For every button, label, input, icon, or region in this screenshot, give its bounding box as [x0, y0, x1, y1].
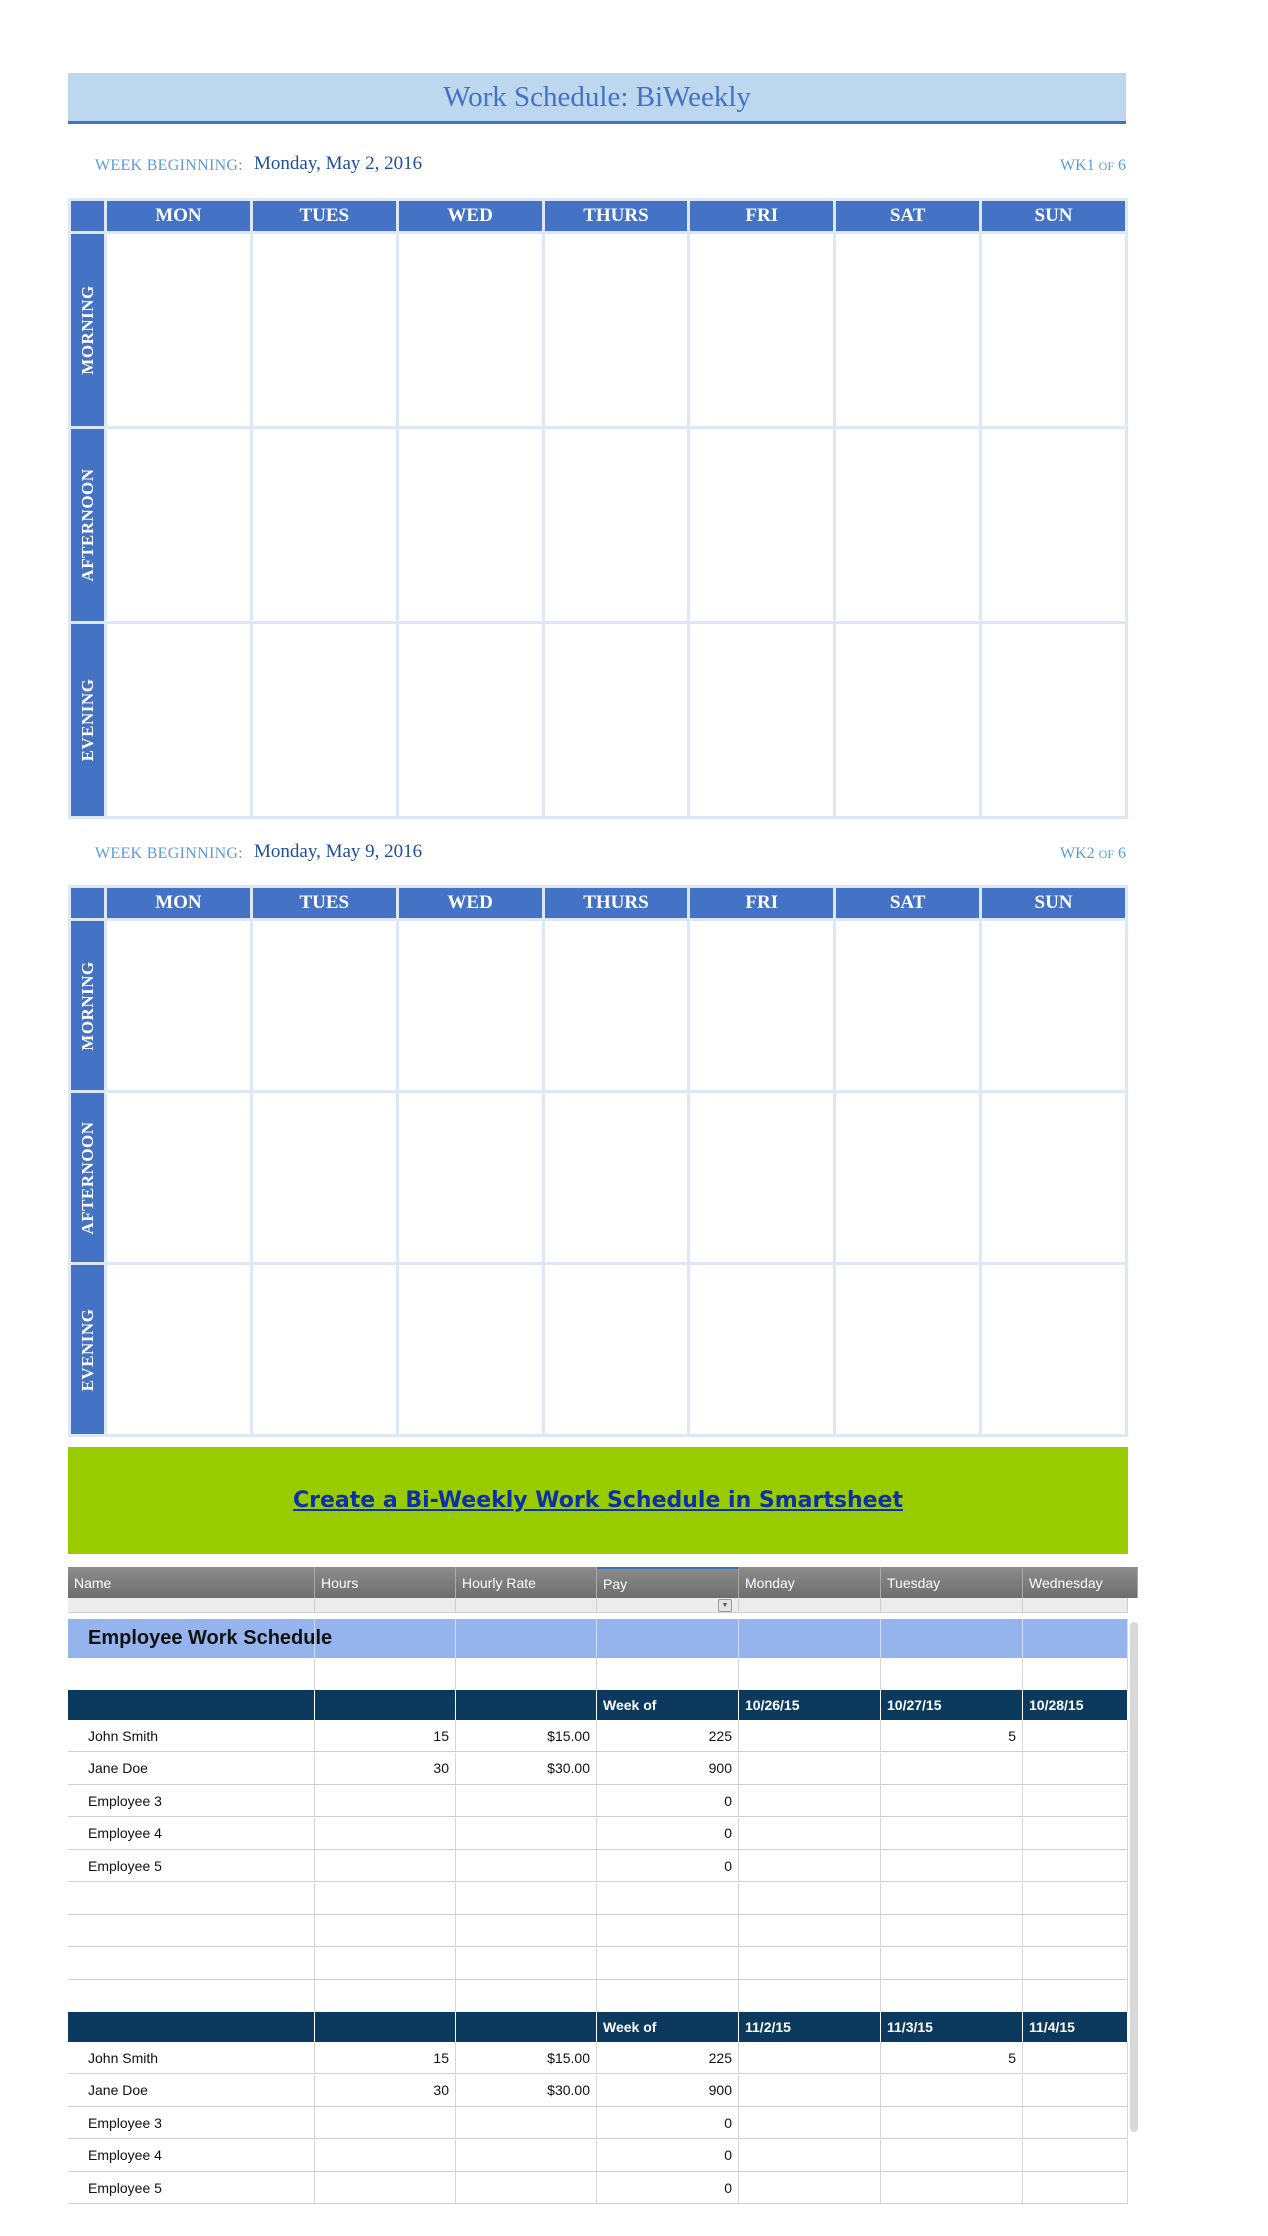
table-cell[interactable] [315, 1850, 456, 1881]
week1-shift-row-evening [70, 623, 1127, 818]
table-cell[interactable] [881, 1850, 1023, 1881]
table-row [68, 1785, 1128, 1817]
week-header-cell[interactable] [456, 1690, 597, 1720]
table-cell[interactable]: 0 [597, 1818, 739, 1849]
column-header-hours[interactable]: Hours [315, 1567, 456, 1598]
week1-day-fri: FRI [689, 200, 835, 233]
table-cell[interactable]: $30.00 [456, 2075, 597, 2106]
schedule-cell[interactable] [543, 428, 689, 623]
schedule-cell[interactable] [835, 920, 981, 1092]
table-cell[interactable] [1023, 2107, 1128, 2138]
table-row [68, 2172, 1128, 2204]
table-cell[interactable] [1023, 2172, 1128, 2203]
filter-cell [597, 1598, 739, 1612]
table-row [68, 1850, 1128, 1882]
week1-wk-prefix: WK [1060, 157, 1087, 174]
week-header-cell[interactable] [456, 2012, 597, 2042]
schedule-cell[interactable] [835, 428, 981, 623]
schedule-cell[interactable] [251, 428, 397, 623]
table-cell[interactable] [315, 1785, 456, 1816]
title-cell [315, 1619, 456, 1658]
table-cell[interactable] [315, 1818, 456, 1849]
table-cell[interactable] [1023, 1883, 1128, 1914]
table-cell[interactable] [881, 1753, 1023, 1784]
column-header-pay[interactable]: Pay [597, 1567, 739, 1598]
column-header-monday[interactable]: Monday [739, 1567, 881, 1598]
spacer-cell[interactable] [739, 1980, 881, 2012]
table-cell[interactable] [1023, 1948, 1128, 1979]
table-cell[interactable] [456, 1948, 597, 1979]
week1-wk-of: OF [1098, 159, 1114, 173]
table-cell[interactable] [881, 2075, 1023, 2106]
smartsheet-banner [68, 1447, 1128, 1554]
sheet-column-header-row [68, 1567, 1138, 1598]
employee-name-cell[interactable] [68, 1915, 315, 1946]
spacer-cell[interactable] [68, 1658, 315, 1690]
table-cell[interactable]: 0 [597, 2140, 739, 2171]
employee-name-cell[interactable]: Employee 5 [68, 2172, 315, 2203]
table-cell[interactable] [881, 1883, 1023, 1914]
spacer-cell[interactable] [597, 1658, 739, 1690]
schedule-cell[interactable] [981, 233, 1127, 428]
employee-name-cell[interactable] [68, 1948, 315, 1979]
week1-corner-cell [70, 200, 106, 233]
schedule-cell[interactable] [981, 1264, 1127, 1436]
sheet-spacer-row [68, 1980, 1128, 2012]
schedule-cell[interactable] [106, 920, 252, 1092]
employee-name-cell[interactable]: Employee 5 [68, 1850, 315, 1881]
table-cell[interactable] [739, 1785, 881, 1816]
table-cell[interactable]: 30 [315, 1753, 456, 1784]
week1-label: WEEK BEGINNING: [95, 157, 244, 174]
filter-cell [68, 1598, 315, 1612]
spacer-cell[interactable] [881, 1980, 1023, 2012]
week2-day-fri: FRI [689, 887, 835, 920]
week-of-label[interactable]: Week of [597, 1690, 739, 1720]
shift-label: AFTERNOON [77, 468, 97, 582]
week1-shift-row-morning [70, 233, 1127, 428]
week2-day-wed: WED [397, 887, 543, 920]
schedule-cell[interactable] [251, 623, 397, 818]
filter-cell [881, 1598, 1023, 1612]
table-cell[interactable]: 900 [597, 1753, 739, 1784]
week-header-cell[interactable] [68, 2012, 315, 2042]
table-cell[interactable] [1023, 1785, 1128, 1816]
table-cell[interactable]: 0 [597, 2172, 739, 2203]
week1-counter [1000, 157, 1126, 175]
table-cell[interactable] [315, 1883, 456, 1914]
week-header-cell[interactable] [315, 2012, 456, 2042]
smartsheet-grid [68, 1567, 1138, 2196]
week2-day-mon: MON [106, 887, 252, 920]
table-cell[interactable] [315, 1948, 456, 1979]
table-cell[interactable] [597, 1915, 739, 1946]
week1-day-sat: SAT [835, 200, 981, 233]
table-cell[interactable] [1023, 1753, 1128, 1784]
week2-day-header-row [70, 887, 1127, 920]
schedule-cell[interactable] [689, 428, 835, 623]
spacer-cell[interactable] [456, 1980, 597, 2012]
schedule-cell[interactable] [981, 428, 1127, 623]
table-row [68, 2140, 1128, 2172]
table-cell[interactable] [739, 2140, 881, 2171]
employee-name-cell[interactable]: Employee 4 [68, 1818, 315, 1849]
table-row [68, 1948, 1128, 1980]
table-cell[interactable] [456, 1785, 597, 1816]
schedule-cell[interactable] [835, 623, 981, 818]
schedule-cell[interactable] [397, 920, 543, 1092]
table-cell[interactable] [739, 1720, 881, 1751]
employee-name-cell[interactable]: Employee 3 [68, 1785, 315, 1816]
table-cell[interactable] [739, 1818, 881, 1849]
schedule-cell[interactable] [981, 623, 1127, 818]
table-cell[interactable] [881, 1785, 1023, 1816]
schedule-cell[interactable] [106, 623, 252, 818]
week2-wk-prefix: WK [1060, 845, 1087, 862]
week2-shift-row-morning [70, 920, 1127, 1092]
schedule-cell[interactable] [397, 1264, 543, 1436]
title-cell [739, 1619, 881, 1658]
table-cell[interactable]: 0 [597, 2107, 739, 2138]
column-header-name[interactable]: Name [68, 1567, 315, 1598]
table-cell[interactable] [739, 1883, 881, 1914]
week1-shift-afternoon [70, 428, 106, 623]
week1-schedule-grid [68, 198, 1128, 819]
table-cell[interactable]: 5 [881, 1720, 1023, 1751]
table-cell[interactable] [1023, 1720, 1128, 1751]
table-cell[interactable] [1023, 1915, 1128, 1946]
spacer-cell[interactable] [1023, 1980, 1128, 2012]
schedule-cell[interactable] [689, 233, 835, 428]
schedule-cell[interactable] [251, 1092, 397, 1264]
table-cell[interactable] [315, 2172, 456, 2203]
sheet-spacer-row [68, 1658, 1128, 1690]
column-header-wednesday[interactable]: Wednesday [1023, 1567, 1138, 1598]
schedule-cell[interactable] [835, 1092, 981, 1264]
table-cell[interactable] [315, 2107, 456, 2138]
week2-day-sat: SAT [835, 887, 981, 920]
filter-cell [456, 1598, 597, 1612]
week2-corner-cell [70, 887, 106, 920]
week-date-cell[interactable]: 11/4/15 [1023, 2012, 1128, 2042]
table-cell[interactable] [739, 2172, 881, 2203]
spacer-cell[interactable] [315, 1658, 456, 1690]
table-cell[interactable]: 30 [315, 2075, 456, 2106]
schedule-cell[interactable] [251, 1264, 397, 1436]
spacer-cell[interactable] [1023, 1658, 1128, 1690]
week1-wk-total: 6 [1118, 157, 1126, 174]
table-cell[interactable] [739, 1753, 881, 1784]
schedule-cell[interactable] [543, 1264, 689, 1436]
week2-counter [1000, 845, 1126, 863]
week2-shift-evening [70, 1264, 106, 1436]
table-cell[interactable]: 15 [315, 2042, 456, 2073]
title-banner [68, 73, 1126, 124]
table-cell[interactable] [456, 1883, 597, 1914]
table-cell[interactable] [881, 2107, 1023, 2138]
table-cell[interactable] [597, 1883, 739, 1914]
table-cell[interactable] [739, 2042, 881, 2073]
table-cell[interactable] [1023, 2075, 1128, 2106]
table-row [68, 2107, 1128, 2139]
table-cell[interactable] [739, 1948, 881, 1979]
schedule-cell[interactable] [543, 1092, 689, 1264]
employee-name-cell[interactable]: Employee 4 [68, 2140, 315, 2171]
week1-shift-row-afternoon [70, 428, 1127, 623]
week-header-row [68, 1690, 1128, 1720]
shift-label: EVENING [77, 678, 97, 762]
schedule-cell[interactable] [835, 1264, 981, 1436]
schedule-cell[interactable] [689, 1264, 835, 1436]
table-cell[interactable] [739, 2107, 881, 2138]
week2-wk-total: 6 [1118, 845, 1126, 862]
column-header-tuesday[interactable]: Tuesday [881, 1567, 1023, 1598]
week2-schedule-grid [68, 885, 1128, 1437]
week2-day-sun: SUN [981, 887, 1127, 920]
week-date-cell[interactable]: 10/27/15 [881, 1690, 1023, 1720]
week2-wk-of: OF [1098, 847, 1114, 861]
week2-shift-afternoon [70, 1092, 106, 1264]
employee-name-cell[interactable]: Jane Doe [68, 2075, 315, 2106]
schedule-cell[interactable] [106, 428, 252, 623]
shift-label: MORNING [77, 285, 97, 375]
week2-shift-morning [70, 920, 106, 1092]
schedule-cell[interactable] [981, 1092, 1127, 1264]
week-date-cell[interactable]: 10/28/15 [1023, 1690, 1128, 1720]
table-cell[interactable]: $30.00 [456, 1753, 597, 1784]
employee-name-cell[interactable] [68, 1883, 315, 1914]
week1-wk-num: 1 [1086, 157, 1095, 174]
schedule-cell[interactable] [543, 233, 689, 428]
sheet-title-row [68, 1619, 1128, 1658]
schedule-cell[interactable] [397, 233, 543, 428]
sheet-title: Employee Work Schedule [68, 1619, 315, 1658]
sheet-scrollbar[interactable] [1130, 1622, 1138, 2132]
week-header-row [68, 2012, 1128, 2042]
title-cell [597, 1619, 739, 1658]
table-cell[interactable]: 900 [597, 2075, 739, 2106]
title-cell [1023, 1619, 1128, 1658]
table-cell[interactable] [456, 2140, 597, 2171]
title-cell [456, 1619, 597, 1658]
week1-day-tues: TUES [251, 200, 397, 233]
table-row [68, 2075, 1128, 2107]
table-cell[interactable] [1023, 1818, 1128, 1849]
week1-shift-morning [70, 233, 106, 428]
week-date-cell[interactable]: 10/26/15 [739, 1690, 881, 1720]
schedule-cell[interactable] [543, 920, 689, 1092]
table-cell[interactable] [1023, 1850, 1128, 1881]
table-cell[interactable] [739, 2075, 881, 2106]
spacer-cell[interactable] [597, 1980, 739, 2012]
spacer-cell[interactable] [315, 1980, 456, 2012]
shift-label: EVENING [77, 1308, 97, 1391]
week1-day-thurs: THURS [543, 200, 689, 233]
table-row [68, 1915, 1128, 1947]
table-cell[interactable] [739, 1915, 881, 1946]
filter-cell [315, 1598, 456, 1612]
table-cell[interactable] [456, 1850, 597, 1881]
table-cell[interactable]: 0 [597, 1850, 739, 1881]
schedule-cell[interactable] [689, 920, 835, 1092]
week2-day-tues: TUES [251, 887, 397, 920]
week2-label: WEEK BEGINNING: [95, 845, 244, 862]
table-row [68, 1883, 1128, 1915]
table-cell[interactable] [881, 1818, 1023, 1849]
table-cell[interactable]: 0 [597, 1785, 739, 1816]
week2-wk-num: 2 [1086, 845, 1095, 862]
table-cell[interactable] [881, 2172, 1023, 2203]
shift-label: MORNING [77, 960, 97, 1051]
week2-shift-row-afternoon [70, 1092, 1127, 1264]
schedule-cell[interactable] [689, 1092, 835, 1264]
table-cell[interactable] [315, 1915, 456, 1946]
spacer-cell[interactable] [456, 1658, 597, 1690]
week-of-label[interactable]: Week of [597, 2012, 739, 2042]
filter-cell [1023, 1598, 1128, 1612]
schedule-cell[interactable] [106, 1264, 252, 1436]
week1-day-mon: MON [106, 200, 252, 233]
spacer-cell[interactable] [739, 1658, 881, 1690]
table-row [68, 1753, 1128, 1785]
table-cell[interactable] [881, 1915, 1023, 1946]
week-date-cell[interactable]: 11/3/15 [881, 2012, 1023, 2042]
week1-date: Monday, May 2, 2016 [254, 153, 423, 174]
table-cell[interactable]: $15.00 [456, 1720, 597, 1751]
schedule-cell[interactable] [543, 623, 689, 818]
schedule-cell[interactable] [835, 233, 981, 428]
table-cell[interactable] [315, 2140, 456, 2171]
sheet-filter-row [68, 1598, 1128, 1613]
spacer-cell[interactable] [68, 1980, 315, 2012]
table-cell[interactable] [456, 1915, 597, 1946]
table-cell[interactable] [1023, 2140, 1128, 2171]
title-cell [881, 1619, 1023, 1658]
week1-shift-evening [70, 623, 106, 818]
smartsheet-link[interactable]: Create a Bi-Weekly Work Schedule in Smartsheet [292, 1488, 903, 1513]
table-row [68, 2042, 1128, 2074]
week-date-cell[interactable]: 11/2/15 [739, 2012, 881, 2042]
week1-day-wed: WED [397, 200, 543, 233]
week2-shift-row-evening [70, 1264, 1127, 1436]
week2-day-thurs: THURS [543, 887, 689, 920]
employee-name-cell[interactable]: Jane Doe [68, 1753, 315, 1784]
table-cell[interactable] [456, 2172, 597, 2203]
filter-cell [739, 1598, 881, 1612]
schedule-cell[interactable] [689, 623, 835, 818]
dropdown-arrow-icon[interactable]: ▼ [718, 1599, 732, 1612]
table-cell[interactable] [881, 1948, 1023, 1979]
week-header-cell[interactable] [315, 1690, 456, 1720]
table-cell[interactable] [456, 1818, 597, 1849]
table-cell[interactable] [881, 2140, 1023, 2171]
table-cell[interactable]: $15.00 [456, 2042, 597, 2073]
week2-date: Monday, May 9, 2016 [254, 841, 423, 862]
table-cell[interactable]: 225 [597, 2042, 739, 2073]
employee-name-cell[interactable]: Employee 3 [68, 2107, 315, 2138]
table-cell[interactable] [739, 1850, 881, 1881]
table-cell[interactable] [597, 1948, 739, 1979]
week1-day-header-row [70, 200, 1127, 233]
table-cell[interactable] [456, 2107, 597, 2138]
employee-name-cell[interactable]: John Smith [68, 2042, 315, 2073]
shift-label: AFTERNOON [77, 1120, 97, 1235]
schedule-cell[interactable] [397, 428, 543, 623]
table-cell[interactable] [1023, 2042, 1128, 2073]
week1-day-sun: SUN [981, 200, 1127, 233]
table-row [68, 1720, 1128, 1752]
schedule-cell[interactable] [251, 920, 397, 1092]
schedule-cell[interactable] [397, 1092, 543, 1264]
schedule-cell[interactable] [981, 920, 1127, 1092]
week-header-cell[interactable] [68, 1690, 315, 1720]
employee-name-cell[interactable]: John Smith [68, 1720, 315, 1751]
table-row [68, 1818, 1128, 1850]
schedule-cell[interactable] [251, 233, 397, 428]
schedule-cell[interactable] [106, 233, 252, 428]
column-header-hourly-rate[interactable]: Hourly Rate [456, 1567, 597, 1598]
spacer-cell[interactable] [881, 1658, 1023, 1690]
table-cell[interactable]: 5 [881, 2042, 1023, 2073]
table-cell[interactable]: 15 [315, 1720, 456, 1751]
table-cell[interactable]: 225 [597, 1720, 739, 1751]
schedule-cell[interactable] [106, 1092, 252, 1264]
schedule-cell[interactable] [397, 623, 543, 818]
page-title: Work Schedule: BiWeekly [443, 81, 751, 113]
